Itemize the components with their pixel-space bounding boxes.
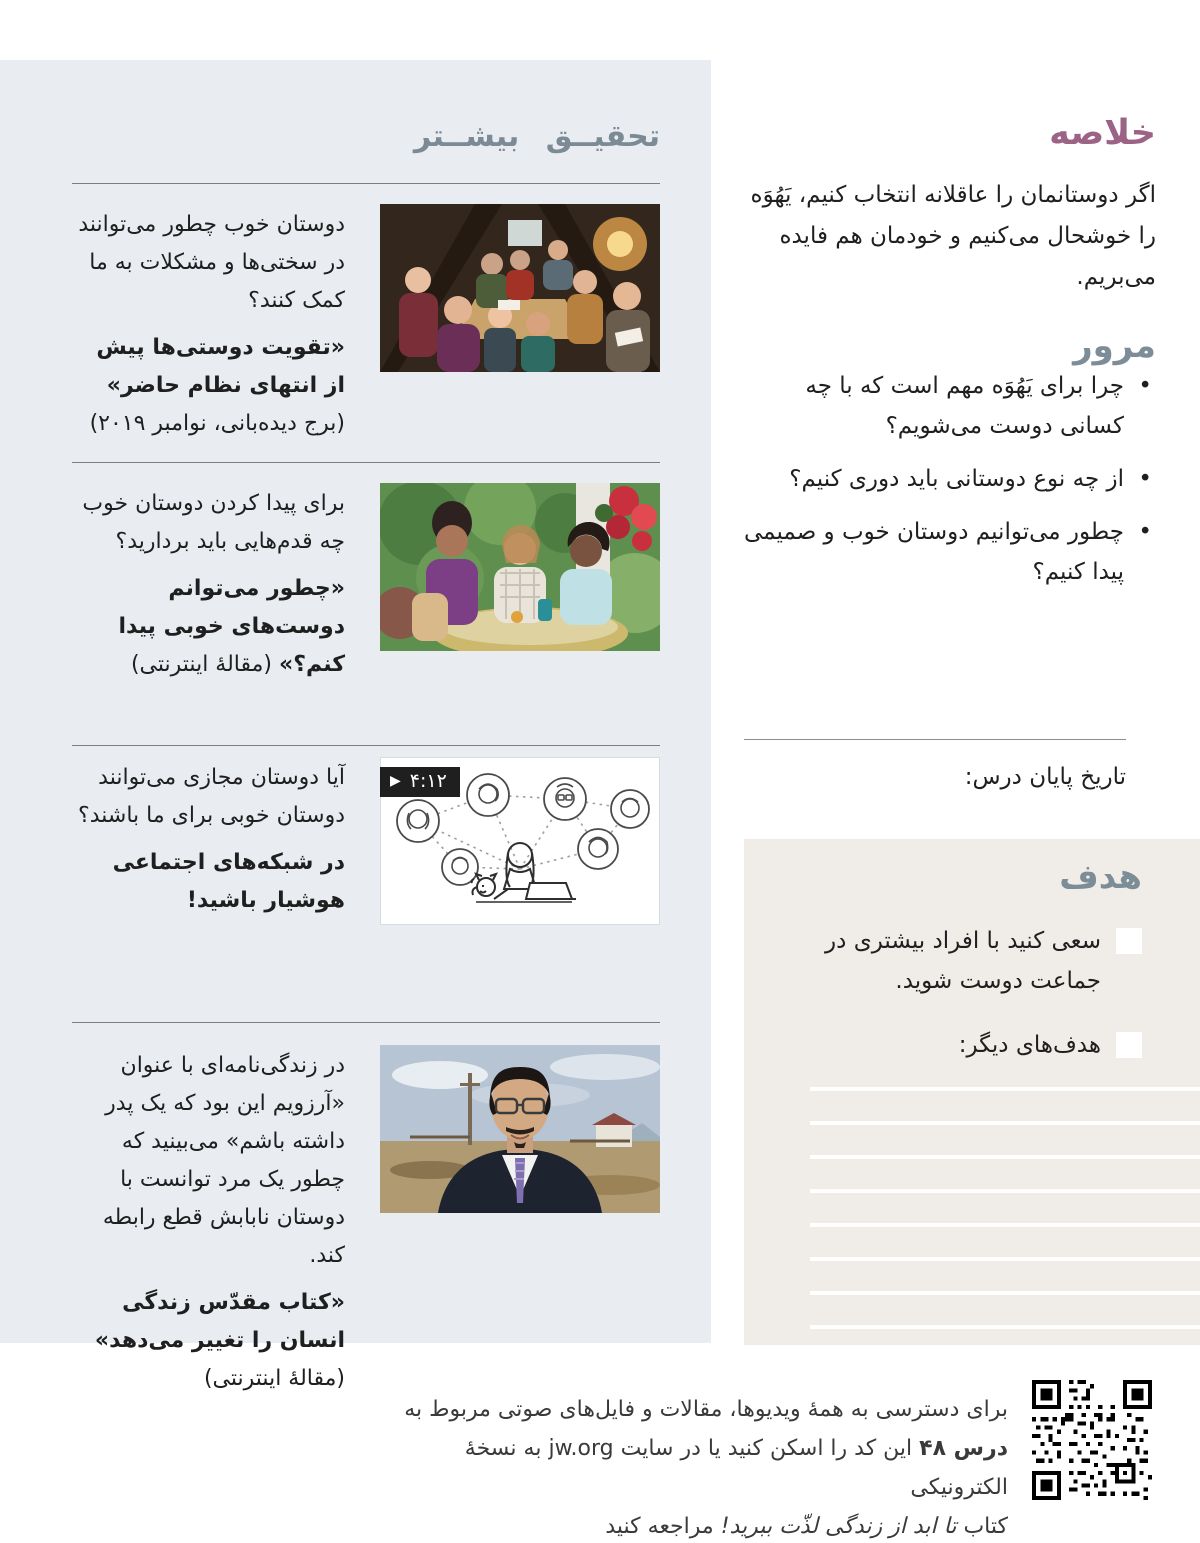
research-thumbnail-group-study[interactable]	[380, 204, 660, 372]
research-question: آیا دوستان مجازی می‌توانند دوستان خوبی برای ما باشند؟	[78, 765, 345, 828]
research-item-text	[72, 204, 345, 443]
research-item-text	[72, 1045, 345, 1398]
footer-line-2-text: این کد را اسکن کنید یا در سایت jw.org به نسخهٔ الکترونیکی	[464, 1436, 1008, 1500]
research-reference-detail: (مقالهٔ اینترنتی)	[130, 652, 279, 677]
writing-line[interactable]	[810, 1087, 1200, 1091]
friends-cafe-image[interactable]	[380, 483, 660, 651]
qr-code	[1032, 1380, 1152, 1500]
review-item: • چرا برای یَهُوَه مهم است که با چه کسانی دوست می‌شویم؟	[744, 366, 1156, 446]
writing-line[interactable]	[810, 1257, 1200, 1261]
footer-note	[380, 1390, 1008, 1543]
writing-line[interactable]	[810, 1189, 1200, 1193]
research-reference-title[interactable]: در شبکه‌های اجتماعی هوشیار باشید!	[112, 850, 345, 913]
group-study-image[interactable]	[380, 204, 660, 372]
writing-lines	[744, 1087, 1200, 1329]
research-thumbnail-life-story[interactable]	[380, 1045, 660, 1213]
research-divider	[72, 462, 660, 463]
research-reference	[72, 1284, 345, 1398]
research-reference-title[interactable]: «تقویت دوستی‌ها پیش از انتهای نظام حاضر»	[96, 335, 345, 398]
video-duration: ۴:۱۲	[409, 770, 447, 792]
research-item	[72, 757, 660, 925]
footer-line-3-suffix: مراجعه کنید	[605, 1514, 721, 1539]
footer-line-1: برای دسترسی به همهٔ ویدیوها، مقالات و فایل‌های صوتی مربوط به	[404, 1397, 1008, 1422]
research-reference-detail: (برج دیده‌بانی، نوامبر ۲۰۱۹)	[89, 411, 345, 436]
writing-line[interactable]	[810, 1223, 1200, 1227]
footer-lesson-number: درس ۴۸	[919, 1436, 1008, 1461]
research-item	[72, 1045, 660, 1398]
research-item-text	[72, 483, 345, 684]
research-reference	[72, 329, 345, 443]
research-reference-title[interactable]: «چطور می‌توانم دوست‌های خوبی پیدا کنم؟»	[118, 576, 345, 677]
research-title: تحقیــق بیشــتر	[413, 118, 660, 154]
footer-line-3	[380, 1507, 1008, 1543]
footer-line-3-prefix: کتاب	[956, 1514, 1008, 1539]
life-story-portrait-image[interactable]	[380, 1045, 660, 1213]
video-thumbnail-social-networks[interactable]	[380, 757, 660, 925]
research-item-text	[72, 757, 345, 920]
review-item: • از چه نوع دوستانی باید دوری کنیم؟	[744, 459, 1156, 499]
footer-line-2	[380, 1429, 1008, 1507]
research-reference	[72, 844, 345, 920]
goal-checkbox[interactable]	[1116, 928, 1142, 954]
goal-item	[744, 1025, 1142, 1065]
research-reference	[72, 570, 345, 684]
research-divider	[72, 745, 660, 746]
summary-title: خلاصه	[1049, 113, 1156, 154]
goal-title: هدف	[1059, 857, 1142, 897]
research-question: دوستان خوب چطور می‌توانند در سختی‌ها و مشکلات به ما کمک کنند؟	[78, 212, 345, 313]
review-item: • چطور می‌توانیم دوستان خوب و صمیمی پیدا کنیم؟	[744, 512, 1156, 592]
footer-book-title: تا ابد از زندگی لذّت ببرید!	[720, 1514, 957, 1539]
video-play-badge[interactable]	[380, 767, 460, 797]
research-item	[72, 483, 660, 684]
research-question: در زندگی‌نامه‌ای با عنوان «آرزویم این بود که یک پدر داشته باشم» می‌بینید که چطور یک مرد توانست با دوستان نابابش قطع رابطه کند.	[102, 1053, 345, 1268]
goal-item	[744, 921, 1142, 1001]
research-divider	[72, 1022, 660, 1023]
writing-line[interactable]	[810, 1291, 1200, 1295]
completion-date-label: تاریخ پایان درس:	[964, 764, 1126, 790]
section-divider	[744, 739, 1126, 740]
research-panel	[0, 60, 711, 1391]
goal-checkbox[interactable]	[1116, 1032, 1142, 1058]
review-title: مرور	[1073, 326, 1156, 367]
summary-body: اگر دوستانمان را عاقلانه انتخاب کنیم، یَهُوَه را خوشحال می‌کنیم و خودمان هم فایده می‌بریم.	[750, 182, 1156, 290]
research-question: برای پیدا کردن دوستان خوب چه قدم‌هایی باید بردارید؟	[82, 491, 345, 554]
research-reference-title[interactable]: «کتاب مقدّس زندگی انسان را تغییر می‌دهد»	[94, 1290, 345, 1353]
goal-item-label: سعی کنید با افراد بیشتری در جماعت دوست شوید.	[825, 928, 1101, 994]
writing-line[interactable]	[810, 1121, 1200, 1125]
writing-line[interactable]	[810, 1155, 1200, 1159]
review-list	[744, 366, 1156, 605]
research-thumbnail-friends-cafe[interactable]	[380, 483, 660, 651]
writing-line[interactable]	[810, 1325, 1200, 1329]
play-icon: ▶	[390, 773, 401, 789]
research-divider	[72, 183, 660, 184]
goal-item-label: هدف‌های دیگر:	[958, 1032, 1101, 1058]
qr-code-image	[1032, 1380, 1152, 1500]
research-reference-detail: (مقالهٔ اینترنتی)	[203, 1366, 345, 1391]
research-item	[72, 204, 660, 443]
goal-box	[744, 839, 1200, 1345]
